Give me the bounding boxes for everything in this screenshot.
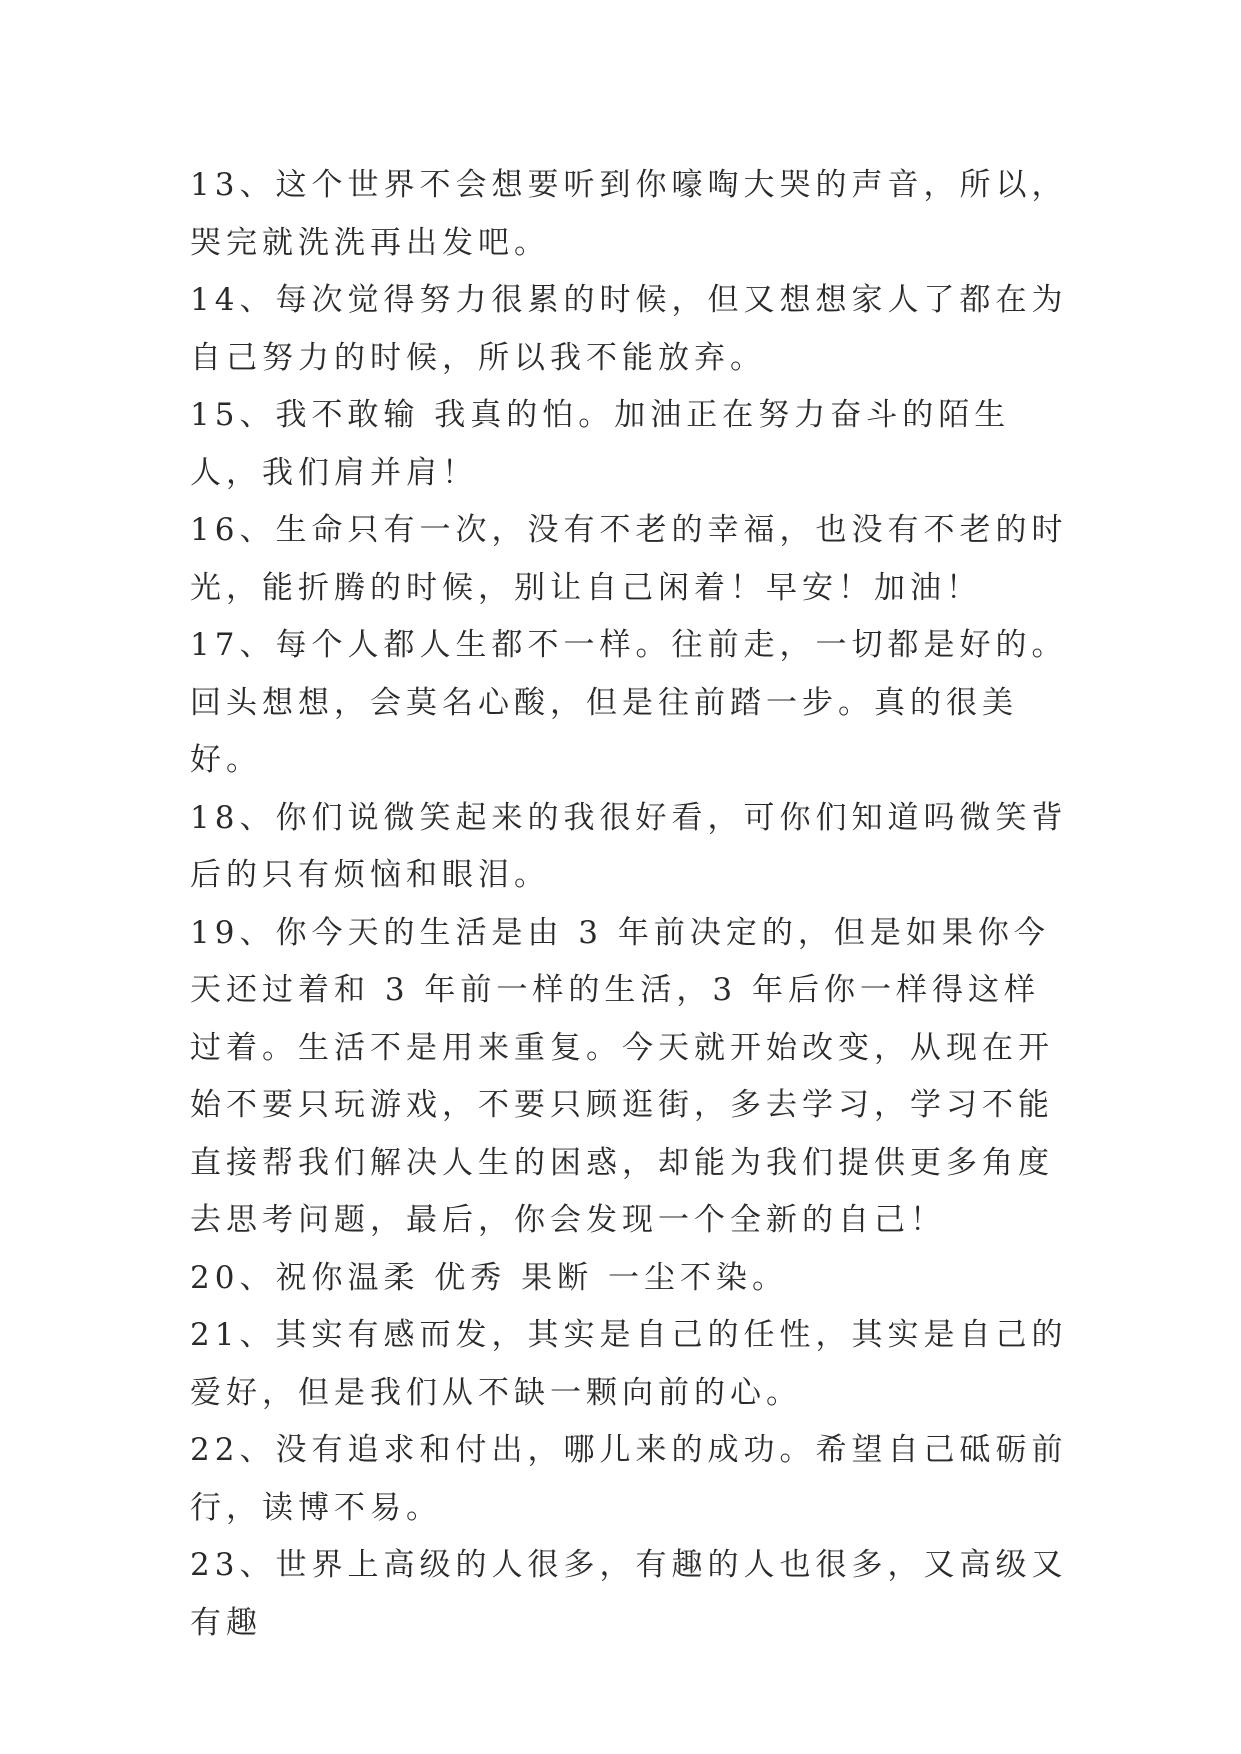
paragraph-20: 20、祝你温柔 优秀 果断 一尘不染。 <box>190 1259 789 1296</box>
paragraph-13: 13、这个世界不会想要听到你嚎啕大哭的声音，所以，哭完就洗洗再出发吧。 <box>190 167 1068 261</box>
paragraph-17: 17、每个人都人生都不一样。往前走，一切都是好的。回头想想，会莫名心酸，但是往前踏一步。真的很美好。 <box>190 627 1068 778</box>
paragraph-15: 15、我不敢输 我真的怕。加油正在努力奋斗的陌生人，我们肩并肩！ <box>190 397 1011 491</box>
paragraph-19: 19、你今天的生活是由 3 年前决定的，但是如果你今天还过着和 3 年前一样的生活，3 年后你一样得这样过着。生活不是用来重复。今天就开始改变，从现在开始不要只玩游戏，不要只顾逛街，多去学习，学习不能直接帮我们解决人生的困惑，却能为我们提供更多角度去思考问题，最后，你会发现一个全新的自己！ <box>190 914 1054 1238</box>
document-body <box>190 157 1070 1652</box>
paragraph-16: 16、生命只有一次，没有不老的幸福，也没有不老的时光，能折腾的时候，别让自己闲着！早安！加油！ <box>190 512 1068 606</box>
paragraph-22: 22、没有追求和付出，哪儿来的成功。希望自己砥砺前行，读博不易。 <box>190 1432 1068 1526</box>
paragraph-23: 23、世界上高级的人很多，有趣的人也很多，又高级又有趣 <box>190 1547 1068 1641</box>
paragraph-14: 14、每次觉得努力很累的时候，但又想想家人了都在为自己努力的时候，所以我不能放弃。 <box>190 282 1068 376</box>
paragraph-18: 18、你们说微笑起来的我很好看，可你们知道吗微笑背后的只有烦恼和眼泪。 <box>190 799 1068 893</box>
paragraph-21: 21、其实有感而发，其实是自己的任性，其实是自己的爱好，但是我们从不缺一颗向前的心。 <box>190 1317 1068 1411</box>
